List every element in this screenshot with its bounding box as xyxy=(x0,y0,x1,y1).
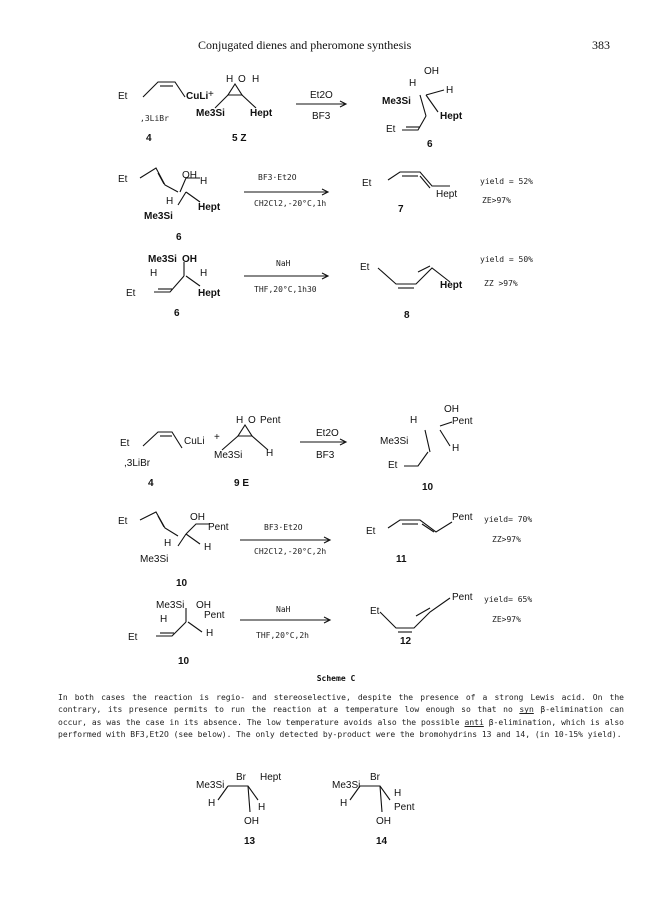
cond-r4-bot: BF3 xyxy=(316,450,335,461)
et-label: Et xyxy=(128,632,138,643)
cond-r3-top: NaH xyxy=(276,259,291,268)
h-label: H xyxy=(409,78,417,89)
pent-label: Pent xyxy=(452,592,473,603)
paragraph-part-1: In both cases the reaction is regio- and stereoselective, despite the presence of a strong Lewis acid. On the contrary, its presence permits to run the reaction at a temperature low enough so that no xyxy=(58,693,624,715)
h-label: H xyxy=(208,798,216,809)
h-label: H xyxy=(446,85,454,96)
oh-label: OH xyxy=(190,512,205,523)
compound-10: 10 xyxy=(422,482,434,493)
me3si-label: Me3Si xyxy=(140,554,169,565)
compound-10: 10 xyxy=(178,656,190,667)
yield-7: yield = 52% xyxy=(480,177,533,186)
cond-r4-top: Et2O xyxy=(316,428,339,439)
paragraph-part-3: β-elimination, which is also performed with BF3,Et2O (see below). The only detected by-product were the bromohydrins 13 and 14, (in 10-15% yield). xyxy=(58,717,624,740)
oh-label: OH xyxy=(182,254,197,265)
h-label: H xyxy=(160,614,168,625)
libr-label: ,3LiBr xyxy=(124,458,151,469)
yield-12: yield= 65% xyxy=(484,595,533,604)
pent-label: Pent xyxy=(394,802,415,813)
et-label: Et xyxy=(126,288,136,299)
hept-label: Hept xyxy=(260,772,282,783)
compound-7: 7 xyxy=(398,204,404,215)
culi-label: CuLi xyxy=(184,436,205,447)
oh-label: OH xyxy=(244,816,259,827)
culi-label: CuLi xyxy=(186,91,209,102)
compound-8: 8 xyxy=(404,310,410,321)
me3si-label: Me3Si xyxy=(156,600,185,611)
cond-r5-top: BF3·Et2O xyxy=(264,523,303,532)
me3si-label: Me3Si xyxy=(148,254,177,265)
et-label: Et xyxy=(386,124,396,135)
compound-4: 4 xyxy=(146,133,152,144)
et-label: Et xyxy=(118,91,128,102)
compound-6: 6 xyxy=(176,232,182,243)
libr-label: ,3LiBr xyxy=(140,114,169,123)
scheme-caption: Scheme C xyxy=(316,674,356,683)
compound-6: 6 xyxy=(174,308,180,319)
compound-14: 14 xyxy=(376,836,388,847)
cond-r1-top: Et2O xyxy=(310,90,333,101)
h-label: H xyxy=(164,538,172,549)
hept-label: Hept xyxy=(440,280,463,291)
hept-label: Hept xyxy=(198,288,221,299)
br-label: Br xyxy=(236,772,246,783)
ratio-8: ZZ >97% xyxy=(484,279,518,288)
hept-label: Hept xyxy=(436,189,458,200)
br-label: Br xyxy=(370,772,380,783)
pent-label: Pent xyxy=(452,416,473,427)
h-label: H xyxy=(252,74,260,85)
me3si-label: Me3Si xyxy=(214,450,243,461)
cond-r3-bot: THF,20°C,1h30 xyxy=(254,285,317,294)
h-label: H xyxy=(226,74,234,85)
oh-label: OH xyxy=(376,816,391,827)
cond-r2-bot: CH2Cl2,-20°C,1h xyxy=(254,199,327,208)
hept-label: Hept xyxy=(250,108,273,119)
et-label: Et xyxy=(118,516,128,527)
h-label: H xyxy=(258,802,266,813)
body-paragraph xyxy=(58,692,624,742)
et-label: Et xyxy=(120,438,130,449)
compound-5: 5 Z xyxy=(232,133,247,144)
plus-sign: + xyxy=(214,432,220,443)
plus-sign: + xyxy=(208,89,214,100)
me3si-label: Me3Si xyxy=(382,96,411,107)
syn-word: syn xyxy=(519,705,534,715)
oh-label: OH xyxy=(424,66,439,77)
h-label: H xyxy=(410,415,418,426)
me3si-label: Me3Si xyxy=(196,780,225,791)
me3si-label: Me3Si xyxy=(196,108,225,119)
h-label: H xyxy=(266,448,274,459)
compound-12: 12 xyxy=(400,636,412,647)
h-label: H xyxy=(206,628,214,639)
h-label: H xyxy=(204,542,212,553)
compound-9: 9 E xyxy=(234,478,250,489)
pent-label: Pent xyxy=(260,415,281,426)
pent-label: Pent xyxy=(204,610,225,621)
et-label: Et xyxy=(388,460,398,471)
compound-11: 11 xyxy=(396,554,407,565)
header-title: Conjugated dienes and pheromone synthesis xyxy=(198,38,412,52)
cond-r5-bot: CH2Cl2,-20°C,2h xyxy=(254,547,327,556)
me3si-label: Me3Si xyxy=(144,211,173,222)
et-label: Et xyxy=(118,174,128,185)
compound-13: 13 xyxy=(244,836,256,847)
hept-label: Hept xyxy=(440,111,463,122)
ratio-12: ZE>97% xyxy=(492,615,521,624)
compound-10: 10 xyxy=(176,578,188,589)
oh-label: OH xyxy=(444,404,459,415)
et-label: Et xyxy=(366,526,376,537)
pent-label: Pent xyxy=(208,522,229,533)
yield-8: yield = 50% xyxy=(480,255,533,264)
yield-11: yield= 70% xyxy=(484,515,533,524)
h-label: H xyxy=(394,788,402,799)
cond-r6-top: NaH xyxy=(276,605,291,614)
oh-label: OH xyxy=(196,600,211,611)
oh-label: OH xyxy=(182,170,197,181)
anti-word: anti xyxy=(464,717,484,727)
me3si-label: Me3Si xyxy=(380,436,409,447)
cond-r1-bot: BF3 xyxy=(312,111,331,122)
compound-4: 4 xyxy=(148,478,154,489)
ratio-7: ZE>97% xyxy=(482,196,511,205)
page-number: 383 xyxy=(592,38,610,52)
o-label: O xyxy=(248,415,256,426)
h-label: H xyxy=(150,268,158,279)
h-label: H xyxy=(236,415,244,426)
o-label: O xyxy=(238,74,246,85)
h-label: H xyxy=(166,196,174,207)
et-label: Et xyxy=(370,606,380,617)
et-label: Et xyxy=(360,262,370,273)
paragraph-part-2: β-elimination can occur, as was the case in its absence. The low temperature avoids also the possible xyxy=(58,705,624,727)
h-label: H xyxy=(200,268,208,279)
compound-6: 6 xyxy=(427,139,433,150)
pent-label: Pent xyxy=(452,512,473,523)
h-label: H xyxy=(200,176,208,187)
me3si-label: Me3Si xyxy=(332,780,361,791)
h-label: H xyxy=(452,443,460,454)
hept-label: Hept xyxy=(198,202,221,213)
ratio-11: ZZ>97% xyxy=(492,535,521,544)
cond-r6-bot: THF,20°C,2h xyxy=(256,631,309,640)
et-label: Et xyxy=(362,178,372,189)
h-label: H xyxy=(340,798,348,809)
cond-r2-top: BF3·Et2O xyxy=(258,173,297,182)
